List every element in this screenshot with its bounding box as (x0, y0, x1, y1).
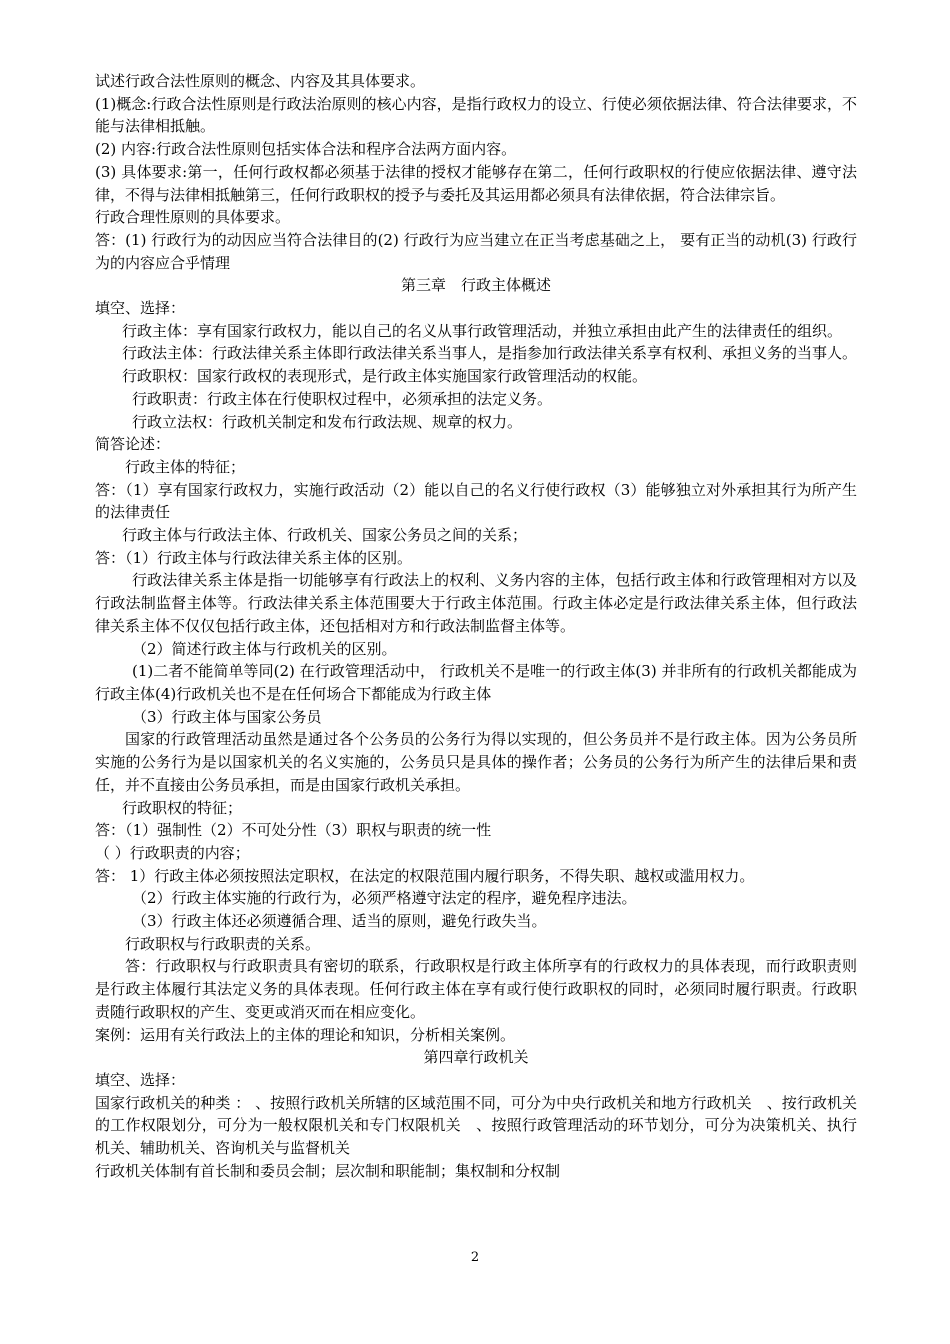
paragraph: （ ）行政职责的内容； (95, 843, 250, 862)
paragraph: 简答论述： (95, 435, 171, 454)
paragraph: 行政主体与行政法主体、行政机关、国家公务员之间的关系； (122, 526, 528, 545)
paragraph: 行政职权与行政职责的关系。 (125, 934, 321, 953)
paragraph: 行政职权的特征； (122, 798, 243, 817)
chapter-heading: 第三章 行政主体概述 (400, 276, 551, 295)
paragraph: 行政职责：行政主体在行使职权过程中，必须承担的法定义务。 (132, 389, 553, 408)
paragraph: 行政法主体：行政法律关系主体即行政法律关系当事人，是指参加行政法律关系享有权利、承担义务的当事人。 (122, 344, 858, 363)
paragraph: 答：行政职权与行政职责具有密切的联系，行政职权是行政主体所享有的行政权力的具体表现，而行政职责则是行政主体履行其法定义务的具体表现。任何行政主体在享有或行使行政职权的同时，必须同时履行职责。行政职责随行政职权的产生、变更或消灭而在相应变化。 (95, 957, 857, 1021)
paragraph: 试述行政合法性原则的概念、内容及其具体要求。 (95, 72, 426, 90)
paragraph: 行政职权：国家行政权的表现形式，是行政主体实施国家行政管理活动的权能。 (122, 367, 648, 386)
paragraph: 行政机关体制有首长制和委员会制；层次制和职能制；集权制和分权制 (95, 1161, 561, 1180)
chapter-heading: 第四章行政机关 (423, 1048, 529, 1067)
paragraph: 行政合理性原则的具体要求。 (95, 208, 291, 227)
paragraph: 行政立法权：行政机关制定和发布行政法规、规章的权力。 (132, 412, 523, 431)
paragraph: 答： 1）行政主体必须按照法定职权，在法定的权限范围内履行职务，不得失职、越权或滥用权力。 (95, 866, 755, 885)
paragraph: 答：（1）享有国家行政权力，实施行政活动（2）能以自己的名义行使行政权（3）能够独立对外承担其行为所产生的法律责任 (95, 480, 857, 522)
paragraph: （2）简述行政主体与行政机关的区别。 (132, 639, 397, 658)
paragraph: 案例：运用有关行政法上的主体的理论和知识，分析相关案例。 (95, 1025, 516, 1044)
paragraph: 行政主体的特征； (125, 457, 246, 476)
paragraph: 答：（1）强制性（2）不可处分性（3）职权与职责的统一性 (95, 821, 492, 840)
paragraph: 国家的行政管理活动虽然是通过各个公务员的公务行为得以实现的，但公务员并不是行政主体。因为公务员所实施的公务行为是以国家机关的名义实施的，公务员只是具体的操作者；公务员的公务行为所产生的法律后果和责任，并不直接由公务员承担，而是由国家行政机关承担。 (95, 730, 857, 794)
paragraph: (3) 具体要求:第一，任何行政权都必须基于法律的授权才能够存在第二，任何行政职权的行使应依据法律、遵守法律，不得与法律相抵触第三，任何行政职权的授予与委托及其运用都必须具有法律依据，符合法律宗旨。 (95, 162, 857, 204)
paragraph: (2) 内容:行政合法性原则包括实体合法和程序合法两方面内容。 (95, 140, 517, 159)
page-number: 2 (470, 1250, 480, 1265)
paragraph: （3）行政主体与国家公务员 (132, 707, 322, 726)
paragraph: 行政法律关系主体是指一切能够享有行政法上的权利、义务内容的主体，包括行政主体和行政管理相对方以及行政法制监督主体等。行政法律关系主体范围要大于行政主体范围。行政主体必定是行政法律关系主体，但行政法律关系主体不仅仅包括行政主体，还包括相对方和行政法制监督主体等。 (95, 571, 857, 635)
paragraph: 填空、选择： (95, 299, 186, 318)
paragraph: （3）行政主体还必须遵循合理、适当的原则，避免行政失当。 (132, 912, 547, 931)
paragraph: （2）行政主体实施的行政行为，必须严格遵守法定的程序，避免程序违法。 (132, 889, 637, 908)
paragraph: (1)概念:行政合法性原则是行政法治原则的核心内容，是指行政权力的设立、行使必须依据法律、符合法律要求，不能与法律相抵触。 (95, 94, 857, 136)
paragraph: 答：(1) 行政行为的动因应当符合法律目的(2) 行政行为应当建立在正当考虑基础之上， 要有正当的动机(3) 行政行为的内容应合乎情理 (95, 230, 857, 272)
document-body (95, 70, 857, 1182)
paragraph: 行政主体：享有国家行政权力，能以自己的名义从事行政管理活动，并独立承担由此产生的法律责任的组织。 (122, 321, 843, 340)
paragraph: 答：（1）行政主体与行政法律关系主体的区别。 (95, 548, 413, 567)
paragraph: (1)二者不能简单等同(2) 在行政管理活动中， 行政机关不是唯一的行政主体(3) 并非所有的行政机关都能成为行政主体(4)行政机关也不是在任何场合下都能成为行政主体 (95, 662, 857, 703)
paragraph: 填空、选择： (95, 1070, 186, 1089)
paragraph: 国家行政机关的种类 ： 、按照行政机关所辖的区域范围不同，可分为中央行政机关和地方行政机关 、按行政机关的工作权限划分，可分为一般权限机关和专门权限机关 、按照行政管理活动的环节划分，可分为决策机关、执行机关、辅助机关、咨询机关与监督机关 (95, 1093, 857, 1158)
